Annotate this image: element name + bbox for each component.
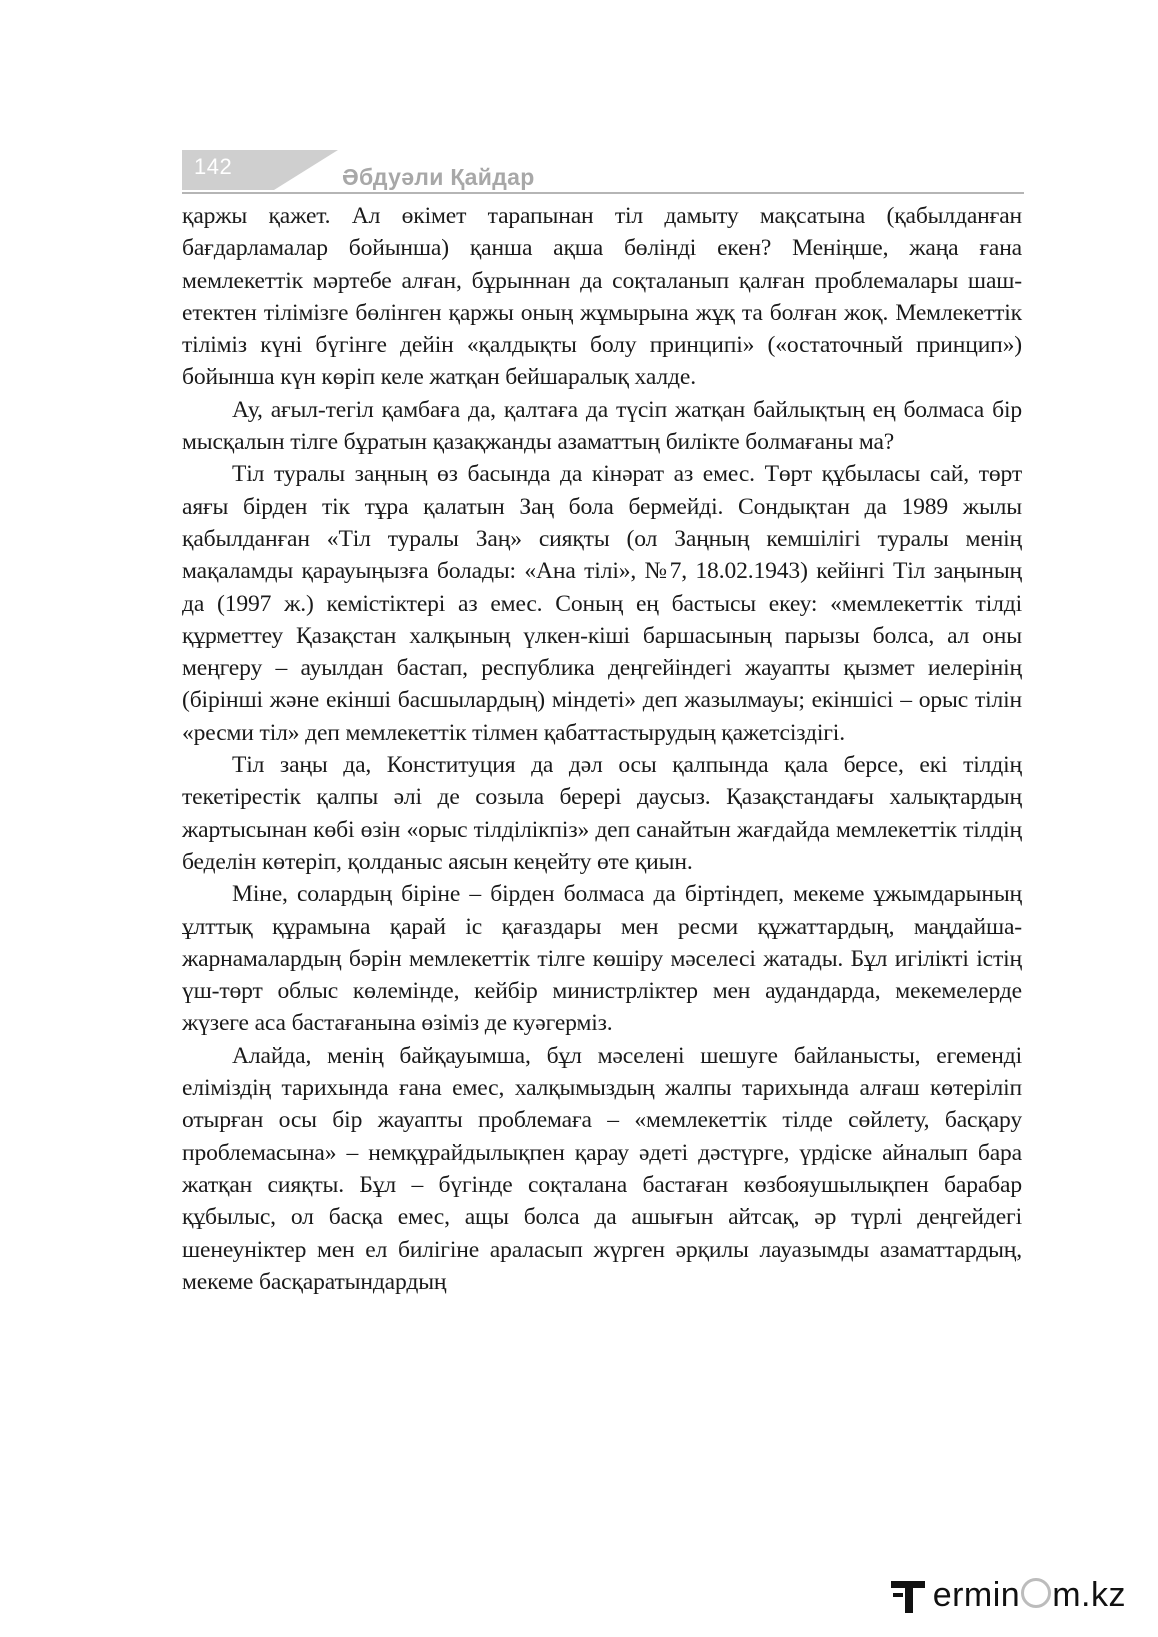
watermark-text-part1: ermin [932,1575,1021,1614]
paragraph-5: Міне, солардың біріне – бірден болмаса да біртіндеп, мекеме ұжымдарының ұлттық құрамына қарай іс қағаздары мен ресми құжаттардың, маңдайша-жарнамалардың бәрін мемлекеттік тілге көшіру мәселесі жатады. Бұл игілікті істің үш-төрт облыс көлемінде, кейбір министрліктер мен аудандарда, мекемелерде жүзеге аса бастағанына өзіміз де куәгерміз. [182,881,1022,1037]
paragraph-1: қаржы қажет. Ал өкімет тарапынан тіл дамыту мақсатына (қабылданған бағдарламалар бойынша) қанша ақша бөлінді екен? Меніңше, жаңа ғана мемлекеттік мәртебе алған, бұрыннан да соқталанып қалған проблемалары шаш-етектен тілімізге бөлінген қаржы оның жұмырына жұқ та болған жоқ. Мемлекеттік тіліміз күні бүгінге дейін «қалдықты болу принципі» («остаточный принцип») бойынша күн көріп келе жатқан бейшаралық халде. [182,203,1022,391]
t-logo-icon [889,1573,933,1617]
paragraph-4: Тіл заңы да, Конституция да дәл осы қалпында қала берсе, екі тілдің текетірестік қалпы әлі де созыла берері даусыз. Қазақстандағы халықтардың жартысынан көбі өзін «орыс тілділікпіз» деп санайтын жағдайда мемлекеттік тілдің беделін көтеріп, қолданыс аясын кеңейту өте қиын. [182,752,1022,875]
circle-o-icon [1021,1578,1051,1608]
page-number-tab-wedge [274,150,338,190]
watermark-text-part2: m.kz [1052,1575,1126,1614]
body-text [182,200,1022,1298]
header-rule [182,192,1024,194]
paragraph-6: Алайда, менің байқауымша, бұл мәселені шешуге байланысты, егеменді еліміздің тарихында ғана емес, халқымыздың жалпы тарихында алғаш көтеріліп отырған осы бір жауапты проблемаға – «мемлекеттік тілде сөйлету, басқару проблемасына» – немқұрайдылықпен қарау әдеті дәстүрге, үрдіске айналып бара жатқан сияқты. Бұл – бүгінде соқталана бастаған көзбояушылықпен барабар құбылыс, ол басқа емес, ащы болса да ашығын айтсақ, әр түрлі деңгейдегі шенеуніктер мен ел билігіне араласып жүрген әрқилы лауазымды азаматтардың, мекеме басқаратындардың [182,1042,1022,1295]
paragraph-3: Тіл туралы заңның өз басында да кінәрат аз емес. Төрт құбыласы сай, төрт аяғы бірден тік тұра қалатын Заң бола бермейді. Сондықтан да 1989 жылы қабылданған «Тіл туралы Заң» сияқты (ол Заңның кемшілігі туралы менің мақаламды қарауыңызға болады: «Ана тілі», №7, 18.02.1943) кейінгі Тіл заңының да (1997 ж.) кемістіктері аз емес. Соның ең бастысы екеу: «мемлекеттік тілді құрметтеу Қазақстан халқының үлкен-кіші баршасының парызы болса, ал оны меңгеру – ауылдан бастап, республика деңгейіндегі жауапты қызмет иелерінің (бірінші және екінші басшылардың) міндеті» деп жазылмауы; екіншісі – орыс тілін «ресми тіл» деп мемлекеттік тілмен қабаттастырудың қажетсіздігі. [182,461,1022,746]
page-number: 142 [194,154,233,179]
watermark-text [933,1576,1126,1615]
termincom-watermark [889,1571,1126,1619]
page-header [182,150,1024,194]
paragraph-2: Ау, ағыл-тегіл қамбаға да, қалтаға да түсіп жатқан байлықтың ең болмаса бір мысқалын тілге бұратын қазақжанды азаматтың билікте болмағаны ма? [182,396,1022,456]
running-title: Әбдуәли Қайдар [342,164,535,190]
